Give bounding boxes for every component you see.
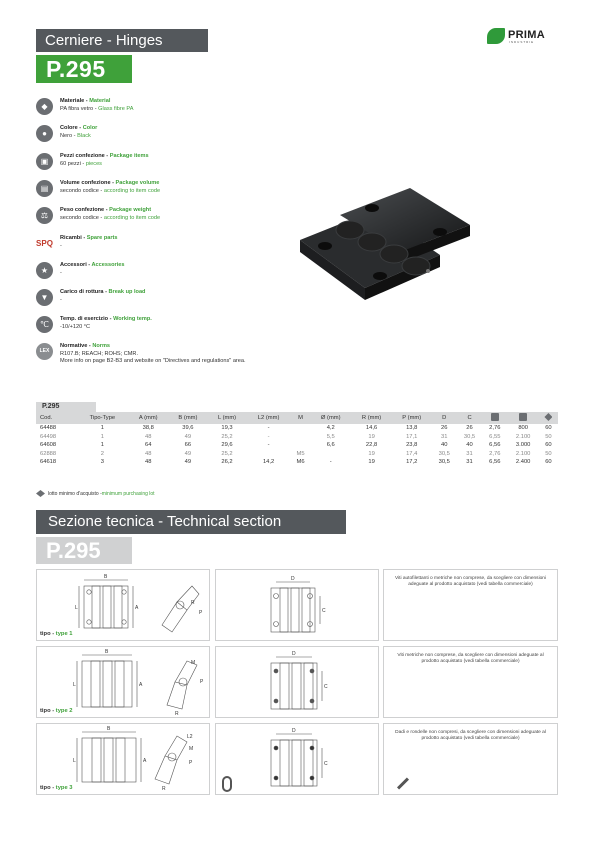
brand-logo (487, 28, 567, 46)
property-label-en: Material (89, 98, 111, 104)
table-cell: 22,8 (365, 442, 378, 449)
table-cell: 64 (145, 442, 152, 449)
table-cell (291, 424, 310, 433)
drawing-type-2-side (36, 646, 210, 718)
drawing-type-1-side (36, 569, 210, 641)
table-cell: 13,8 (406, 425, 418, 432)
min-note-en: minimum purchasing lot (101, 490, 155, 497)
table-cell: 31 (466, 450, 473, 457)
table-cell: 48 (145, 433, 152, 440)
min-note-it: lotto minimo d'acquisto - (48, 490, 102, 497)
table-cell: 19 (368, 433, 375, 440)
svg-text:A: A (143, 758, 147, 764)
package-volume-icon: ▤ (36, 180, 53, 197)
svg-text:C: C (324, 761, 328, 767)
property-label-en: Working temp. (113, 316, 152, 322)
table-cell: 31 (466, 459, 473, 466)
leaf-icon (487, 28, 505, 44)
table-cell: - (267, 425, 270, 432)
spare-parts-icon: SPQ (36, 239, 53, 248)
property-label-en: Break up load (108, 289, 146, 295)
property-label: Materiale - (60, 98, 90, 104)
type-caption: tipo - type 2 (40, 708, 73, 714)
table-cell: 49 (184, 450, 192, 457)
table-cell: - (267, 433, 270, 440)
table-cell: 3 (100, 459, 104, 466)
note-text: Dadi e rondelle non compresi, da scegliere con dimensioni adeguate al prodotto acquistato (vedi tabella commerciale) (395, 730, 546, 742)
drawing-type-1-front (215, 569, 379, 641)
drawing-type-3-front (215, 723, 379, 795)
table-cell: 62888 (40, 450, 57, 457)
table-cell: 60 (545, 459, 552, 466)
property-value-en: Glass fibre PA (98, 105, 134, 112)
table-cell: 6,56 (489, 459, 501, 466)
svg-text:B: B (105, 649, 109, 655)
table-cell: - (267, 442, 270, 449)
table-cell: M6 (296, 459, 305, 466)
table-cell: 38,8 (142, 425, 154, 432)
breakup-load-icon: ▼ (36, 289, 53, 306)
col-header: C (467, 415, 472, 421)
table-cell: 64488 (40, 425, 57, 432)
svg-text:M: M (191, 660, 196, 666)
accessories-icon: ★ (36, 262, 53, 279)
table-cell: 39,6 (182, 425, 194, 432)
table-cell: 6,6 (326, 442, 335, 449)
product-code: P.295 (36, 55, 132, 83)
table-cell: 31 (441, 433, 448, 440)
table-row (36, 458, 558, 467)
property-value-en: pieces (85, 160, 102, 167)
property-label-en: Spare parts (86, 235, 118, 241)
table-cell: 6,56 (489, 442, 501, 449)
table-cell (291, 441, 310, 450)
svg-text:L: L (73, 682, 76, 688)
svg-text:L2: L2 (187, 734, 193, 740)
svg-text:B: B (104, 574, 108, 580)
table-row (36, 433, 558, 442)
property-value: Nero - (60, 132, 78, 139)
property-label-en: Package volume (115, 180, 160, 186)
table-cell: 4,2 (326, 425, 335, 432)
property-value: - (60, 296, 62, 303)
svg-text:C: C (324, 684, 328, 690)
table-cell (310, 450, 351, 459)
svg-text:L: L (73, 758, 76, 764)
property-value: -10/+120 °C (60, 323, 91, 330)
table-cell: 1 (100, 425, 104, 432)
table-cell: 40 (466, 442, 473, 449)
table-cell: 40 (441, 442, 448, 449)
table-row (36, 424, 558, 433)
type-caption: tipo - type 1 (40, 631, 73, 637)
property-label: Colore - (60, 125, 83, 131)
svg-text:P: P (199, 610, 203, 616)
table-cell: 1 (100, 433, 104, 440)
property-value: PA fibra vetro - (60, 105, 99, 112)
min-lot-col-icon (539, 412, 558, 424)
package-volume-col-icon (482, 412, 507, 424)
table-cell: 64498 (40, 433, 57, 440)
property-label-en: Color (82, 125, 98, 131)
table-cell: M5 (296, 450, 305, 457)
col-header: Cod. (40, 415, 53, 421)
table-cell: 30,5 (463, 433, 476, 440)
col-header: M (298, 415, 303, 421)
table-cell: 50 (545, 433, 552, 440)
min-lot-icon (36, 490, 45, 497)
table-label: P.295 (36, 402, 96, 412)
property-value: 60 pezzi - (60, 160, 86, 167)
brand-subtitle: INDUSTRIE (509, 40, 535, 44)
drawing-type-3-side (36, 723, 210, 795)
table-cell: 30,5 (438, 450, 450, 457)
property-label: Peso confezione - (60, 207, 110, 213)
table-cell: 66 (184, 442, 192, 449)
note-panel-2 (383, 646, 558, 718)
table-cell: 2,76 (489, 425, 501, 432)
note-panel-3 (383, 723, 558, 795)
page-title: Cerniere - Hinges (36, 29, 208, 52)
table-cell: 26,2 (221, 459, 233, 466)
table-cell: 50 (545, 450, 552, 457)
table-cell: 26 (441, 425, 448, 432)
table-cell (246, 450, 291, 459)
norms-icon: LEX (36, 343, 53, 360)
property-label: Accessori - (60, 262, 92, 268)
table-cell: 3.000 (515, 442, 531, 449)
table-cell: 19,3 (221, 425, 233, 432)
table-cell: 49 (184, 433, 192, 440)
table-cell: 25,2 (221, 450, 233, 457)
drawing-type-2-front (215, 646, 379, 718)
table-cell: 25,2 (221, 433, 233, 440)
table-cell: 2 (100, 450, 104, 457)
table-cell: 60 (545, 442, 552, 449)
table-cell: 48 (145, 459, 152, 466)
property-label: Pezzi confezione - (60, 153, 110, 159)
table-cell: 2.400 (515, 459, 531, 466)
table-cell: 29,6 (221, 442, 233, 449)
svg-text:R: R (162, 786, 166, 792)
svg-text:P: P (189, 760, 193, 766)
note-text: Viti metriche non comprese, da scegliere con dimensioni adeguate al prodotto acquistato (vedi tabella commerciale) (397, 653, 544, 665)
property-value-en: Black (77, 132, 91, 139)
brand-name: PRIMA (508, 29, 545, 41)
property-label: Carico di rottura - (60, 289, 109, 295)
hinge-product-image (280, 170, 490, 320)
color-icon: ● (36, 125, 53, 142)
property-value-en: according to item code (103, 187, 161, 194)
svg-text:B: B (107, 726, 111, 732)
table-cell: 60 (545, 425, 552, 432)
col-header: A (mm) (138, 415, 158, 421)
property-value: secondo codice - (60, 214, 104, 221)
svg-text:A: A (139, 682, 143, 688)
table-cell: 5,5 (326, 433, 335, 440)
table-cell: 19 (368, 450, 375, 457)
material-icon: ◆ (36, 98, 53, 115)
table-cell: 64618 (40, 459, 57, 466)
col-header: R (mm) (361, 415, 382, 421)
property-label: Ricambi - (60, 235, 87, 241)
table-cell: 23,8 (406, 442, 418, 449)
svg-text:R: R (175, 711, 179, 717)
property-value: - (60, 242, 62, 249)
property-label-en: Accessories (91, 262, 125, 268)
table-cell: 49 (184, 459, 192, 466)
section-title: Sezione tecnica - Technical section (36, 510, 346, 534)
svg-text:L: L (75, 605, 78, 611)
property-label: Normative - (60, 343, 93, 349)
min-purchase-note (36, 490, 155, 497)
svg-text:D: D (291, 576, 295, 582)
table-cell: 14,2 (262, 459, 275, 466)
table-cell: 17,4 (406, 450, 418, 457)
table-cell: - (329, 459, 332, 466)
col-header: P (mm) (402, 415, 422, 421)
table-row (36, 441, 558, 450)
col-header: B (mm) (178, 415, 198, 421)
table-cell: 2.100 (515, 433, 531, 440)
dimensions-table (36, 402, 558, 467)
note-panel-1 (383, 569, 558, 641)
property-value: - (60, 269, 62, 276)
table-cell: 64608 (40, 442, 57, 449)
table-header-row (36, 412, 558, 424)
svg-text:D: D (292, 728, 296, 734)
washer-icon (222, 776, 232, 792)
property-label: Volume confezione - (60, 180, 116, 186)
table-row (36, 450, 558, 459)
table-cell: 30,5 (438, 459, 450, 466)
package-weight-icon: ⚖ (36, 207, 53, 224)
property-value-en: according to item code (103, 214, 161, 221)
package-items-icon: ▣ (36, 153, 53, 170)
table-cell: 6,55 (489, 433, 501, 440)
table-cell: 26 (466, 425, 473, 432)
note-text: Viti autofilettanti o metriche non comprese, da scegliere con dimensioni adeguate al prodotto acquistato (vedi tabella commerciale) (394, 576, 547, 588)
table-cell: 800 (518, 425, 528, 432)
table-cell: 19 (368, 459, 375, 466)
svg-text:R: R (191, 600, 195, 606)
col-header: L (mm) (217, 415, 237, 421)
col-header: Tipo-Type (89, 415, 116, 421)
svg-text:M: M (189, 746, 194, 752)
col-header: L2 (mm) (257, 415, 280, 421)
property-label-en: Package weight (109, 207, 152, 213)
svg-text:P: P (200, 679, 204, 685)
package-weight-col-icon (507, 412, 538, 424)
table-cell: 2.100 (515, 450, 531, 457)
property-label-en: Norms (92, 343, 111, 349)
property-label: Temp. di esercizio - (60, 316, 114, 322)
table-cell: 14,6 (365, 425, 378, 432)
working-temp-icon: ℃ (36, 316, 53, 333)
section-code: P.295 (36, 537, 132, 564)
table-cell: 1 (100, 442, 104, 449)
property-value: secondo codice - (60, 187, 104, 194)
table-cell: 17,2 (406, 459, 418, 466)
table-cell: 2,76 (489, 450, 501, 457)
screwdriver-icon (397, 777, 409, 789)
svg-text:D: D (292, 651, 296, 657)
col-header: Ø (mm) (320, 415, 341, 421)
svg-text:A: A (135, 605, 139, 611)
type-caption: tipo - type 3 (40, 785, 73, 791)
col-header: D (442, 415, 447, 421)
property-label-en: Package items (109, 153, 149, 159)
table-cell: 17,1 (406, 433, 418, 440)
property-value: R107.B; REACH; ROHS; CMR. More info on page B2-B3 and website on "Directives and regulations" area. (60, 350, 246, 365)
table-cell (291, 433, 310, 442)
svg-text:C: C (322, 608, 326, 614)
table-cell: 48 (145, 450, 152, 457)
